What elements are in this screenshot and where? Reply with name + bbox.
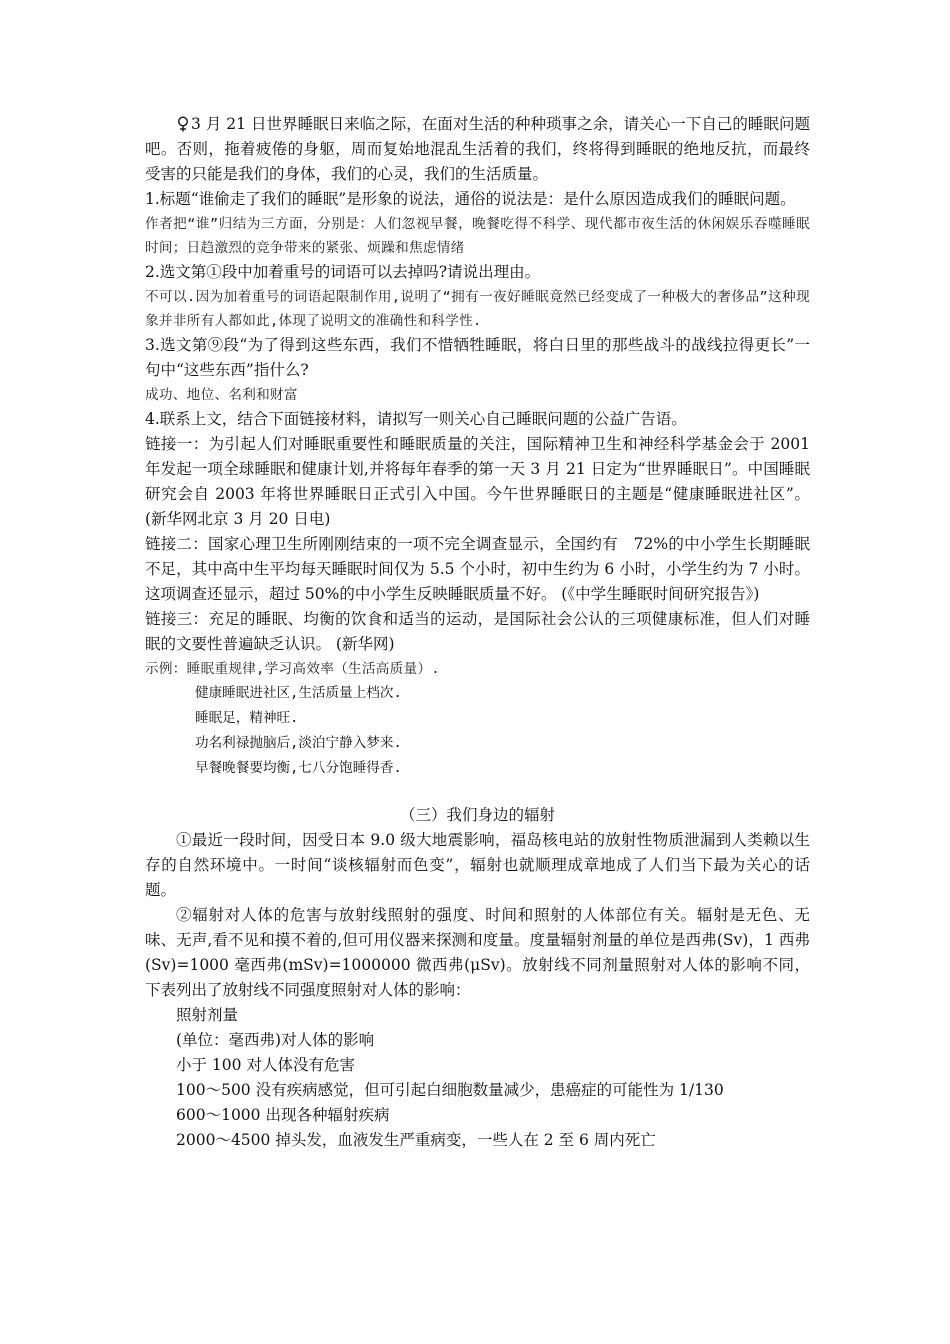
table-line: 100～500 没有疾病感觉，但可引起白细胞数量减少，患癌症的可能性为 1/130 xyxy=(176,1081,724,1099)
question-4: 4.联系上文，结合下面链接材料，请拟写一则关心自己睡眠问题的公益广告语。 xyxy=(145,410,687,428)
table-line: 小于 100 对人体没有危害 xyxy=(176,1056,355,1074)
example-item: 功名利禄抛脑后,淡泊宁静入梦来. xyxy=(195,735,402,751)
table-line: (单位：毫西弗)对人体的影响 xyxy=(176,1031,375,1049)
link-2: 链接二：国家心理卫生所刚刚结束的一项不完全调查显示，全国约有 72%的中小学生长期睡眠不足，其中高中生平均每天睡眠时间仅为 5.5 个小时，初中生约为 6 小时，小学生约为 7 小时。这项调查还显示，超过 50%的中小学生反映睡眠质量不好。 (《中学生睡眠时间研究报告》) xyxy=(145,535,810,603)
link-3: 链接三：充足的睡眠、均衡的饮食和适当的运动，是国际社会公认的三项健康标准，但人们对睡眠的文要性普遍缺乏认识。 (新华网) xyxy=(145,610,810,653)
table-line: 2000～4500 掉头发，血液发生严重病变，一些人在 2 至 6 周内死亡 xyxy=(176,1131,656,1149)
paragraph-2: ②辐射对人体的危害与放射线照射的强度、时间和照射的人体部位有关。辐射是无色、无味、无声,看不见和摸不着的,但可用仪器来探测和度量。度量辐射剂量的单位是西弗(Sv)，1 西弗(Sv)=1000 毫西弗(mSv)=1000000 微西弗(μSv)。放射线不同剂量照射对人体的影响不同，下表列出了放射线不同强度照射对人体的影响： xyxy=(145,906,810,999)
paragraph-1: ①最近一段时间，因受日本 9.0 级大地震影响，福岛核电站的放射性物质泄漏到人类赖以生存的自然环境中。一时间“谈核辐射而色变”，辐射也就顺理成章地成了人们当下最为关心的话题。 xyxy=(145,831,810,899)
link-1: 链接一：为引起人们对睡眠重要性和睡眠质量的关注，国际精神卫生和神经科学基金会于 2001 年发起一项全球睡眠和健康计划,并将每年春季的第一天 3 月 21 日定为“世界睡眠日”。中国睡眠研究会自 2003 年将世界睡眠日正式引入中国。今午世界睡眠日的主题是“健康睡眠进社区”。 (新华网北京 3 月 20 日电) xyxy=(145,435,810,528)
example-label: 示例：睡眠重规律,学习高效率（生活高质量）. xyxy=(145,661,440,677)
question-3: 3.选文第⑨段“为了得到这些东西，我们不惜牺牲睡眠，将白日里的那些战斗的战线拉得更长”一句中“这些东西”指什么? xyxy=(145,336,810,379)
answer-1: 作者把“谁”归结为三方面，分别是：人们忽视早餐，晚餐吃得不科学、现代都市夜生活的休闲娱乐吞噬睡眠时间；日趋激烈的竞争带来的紧张、烦躁和焦虑情绪 xyxy=(145,216,810,256)
dose-table xyxy=(145,1003,810,1153)
section-title: （三）我们身边的辐射 xyxy=(399,806,555,824)
table-line: 600～1000 出现各种辐射疾病 xyxy=(176,1106,390,1124)
intro-paragraph xyxy=(145,112,810,187)
female-symbol-icon xyxy=(176,116,190,132)
answer-2: 不可以.因为加着重号的词语起限制作用,说明了“拥有一夜好睡眠竟然已经变成了一种极大的奢侈品”这种现象并非所有人都如此,体现了说明文的准确性和科学性. xyxy=(145,289,810,329)
intro-text: 3 月 21 日世界睡眠日来临之际，在面对生活的种种琐事之余，请关心一下自己的睡眠问题吧。否则，拖着疲倦的身躯，周而复始地混乱生活着的我们，终将得到睡眠的绝地反抗，而最终受害的只能是我们的身体，我们的心灵，我们的生活质量。 xyxy=(145,115,810,183)
document-page xyxy=(145,112,810,1153)
question-2: 2.选文第①段中加着重号的词语可以去掉吗?请说出理由。 xyxy=(145,263,541,281)
example-item: 健康睡眠进社区,生活质量上档次. xyxy=(195,685,402,701)
example-item: 早餐晚餐要均衡,七八分饱睡得香. xyxy=(195,760,402,776)
example-list xyxy=(195,681,810,781)
example-item: 睡眠足，精神旺. xyxy=(195,710,299,726)
question-1: 1.标题“谁偷走了我们的睡眠”是形象的说法，通俗的说法是：是什么原因造成我们的睡眠问题。 xyxy=(145,190,796,208)
answer-3: 成功、地位、名利和财富 xyxy=(145,387,298,403)
table-line: 照射剂量 xyxy=(176,1006,239,1024)
